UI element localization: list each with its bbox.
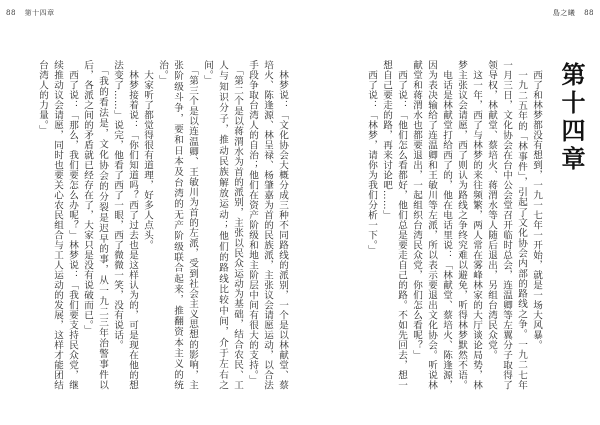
body-paragraph: 西了说：「林梦，请你为我们分析一下。」 bbox=[366, 60, 377, 256]
body-paragraph: 西了和林梦都没有想到，一九一七年一开始，就是一场大风暴。 bbox=[531, 60, 542, 350]
body-paragraph: 电话是林献堂打给西了的，他在电话里说：「林献堂、蔡培火、陈逢源，因为表决输给了连温卿和王敏川等左派，所以表示要退出文化协会。听说林献堂和蒋渭水也都要退出，一起组织台湾民众党，你们怎么看呢？」 bbox=[411, 60, 452, 390]
body-paragraph: 一九二五年的「林事件」，引起了文化协会内部的路线之争。一九二七年一月三日，文化协会在台中公会堂召开临时总会，连温卿等左翼分子取得了领导权，林献堂、蔡培火、蒋渭水等人随后退出，另组台湾民众党。 bbox=[486, 60, 527, 390]
body-paragraph: 「第三个是以连温卿、王敏川为首的左派，受到社会主义思想的影响，主张阶级斗争，要和日本及台湾的无产阶级联合起来，推翻资本主义的统治。」 bbox=[157, 60, 198, 390]
left-running-title: 第十四章 bbox=[24, 9, 55, 17]
right-running-title: 島之曦 bbox=[552, 9, 576, 17]
body-paragraph: 「我的看法是，文化协会的分裂是迟早的事，从一九二三年治警事件以后，各派之间的矛盾就已经存在了，大家只是没有说破而已。」 bbox=[82, 60, 108, 390]
body-paragraph: 「第二个是以蒋渭水为首的派别，主张以民众运动为基础，结合农民、工人与知识分子，推动民族解放运动；他们的路线比较中间，介于左右之间。」 bbox=[202, 60, 243, 390]
right-page-number: 88 bbox=[584, 9, 594, 17]
body-paragraph: 这一年，西了与林梦的来往频繁，两人常在雾峰林家的大厅谈论局势，林梦主张议会请愿，西了则认为路线之争终究难以避免，听得林梦默然不语。 bbox=[456, 60, 482, 390]
chapter-title: 第十四章 bbox=[557, 62, 586, 174]
left-page-number: 88 bbox=[6, 9, 16, 17]
left-page-body bbox=[14, 60, 290, 390]
left-page-header bbox=[6, 8, 55, 18]
body-paragraph: 林梦说：「文化协会大概分成三种不同路线的派别，一个是以林献堂、蔡培火、陈逢源、林呈禄、杨肇嘉为首的民族派，主张议会请愿运动，以合法手段争取台湾人的自治；他们在资产阶级和地主阶层中间有很大的支持。」 bbox=[247, 60, 288, 390]
body-paragraph: 西了说：「他们怎么看都好，他们总是要走自己的路。不如先回去，想一想自己要走的路，再来讨论吧……」 bbox=[381, 60, 407, 390]
right-page-body bbox=[306, 60, 544, 390]
right-page bbox=[300, 0, 600, 425]
body-paragraph: 大家听了都觉得很有道理，好多人点头。 bbox=[142, 60, 153, 250]
body-paragraph: 西了说：「那么，我们要怎么办呢？」林梦说：「我们要支持民众党，继续推动议会请愿，同时也要关心农民组合与工人运动的发展，这样才能团结台湾人的力量。」 bbox=[37, 60, 78, 390]
right-page-header bbox=[553, 8, 594, 18]
body-paragraph: 林梦接着说：「你们知道吗？西了过去也是这样认为的，可是现在他的想法变了……」说完，他看了西了一眼，西了微微一笑，没有说话。 bbox=[112, 60, 138, 390]
